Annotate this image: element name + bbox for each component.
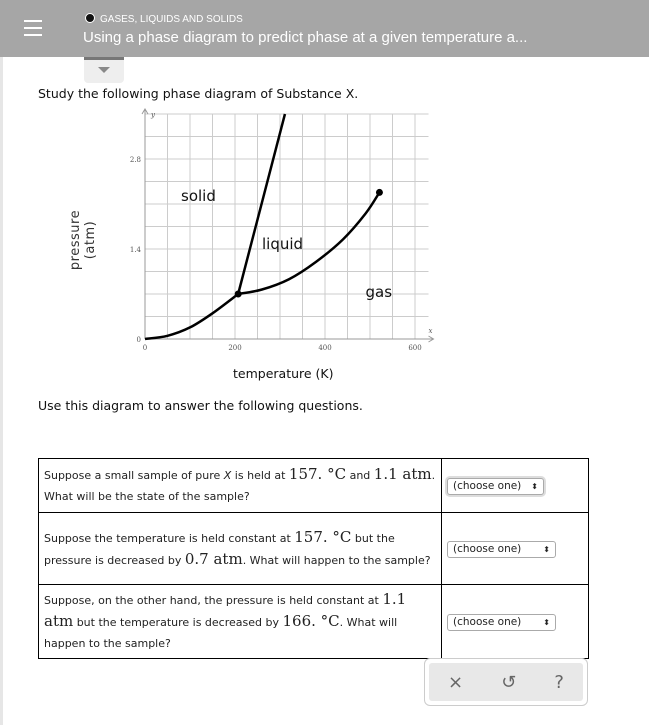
answer-select-3[interactable]: (choose one) ⬍ [447,614,556,631]
x-tick-label: 200 [228,344,242,352]
triple-point [235,291,242,298]
x-tick-label: 400 [318,344,332,352]
critical-point [376,189,383,196]
y-tick-label: 1.4 [129,246,141,254]
region-label-solid: solid [181,186,216,205]
question-1: Suppose a small sample of pure X is held at 157. °C and 1.1 atm. What will be the state of the sample? [39,459,442,513]
x-tick-label: 600 [408,344,422,352]
x-axis-label: temperature (K) [233,366,334,381]
table-row [39,585,589,659]
topic-text: GASES, LIQUIDS AND SOLIDS [100,14,243,25]
y-tick-label: 2.8 [129,156,141,164]
followup-text: Use this diagram to answer the following questions. [38,398,363,413]
table-row [39,513,589,585]
table-row [39,459,589,513]
page-title: Using a phase diagram to predict phase at a given temperature a... [83,29,528,46]
question-3: Suppose, on the other hand, the pressure is held constant at 1.1 atm but the temperature is decreased by 166. °C. What will happen to the sample? [39,585,442,659]
x-tick-label: 0 [142,344,148,352]
y-axis-name: y [151,111,155,119]
intro-text: Study the following phase diagram of Substance X. [38,86,359,101]
action-panel [424,658,588,706]
answer-select-1[interactable]: (choose one) ⬍ [447,478,544,495]
y-tick-label: 0 [136,336,141,344]
clear-button[interactable]: × [448,671,464,693]
undo-button[interactable]: ↺ [501,671,517,693]
answer-select-2[interactable]: (choose one) ⬍ [447,541,556,558]
help-button[interactable]: ? [554,671,564,693]
updown-icon: ⬍ [531,482,538,491]
question-2: Suppose the temperature is held constant at 157. °C but the pressure is decreased by 0.7 atm. What will happen to the sample? [39,513,442,585]
updown-icon: ⬍ [543,545,550,554]
updown-icon: ⬍ [543,618,550,627]
x-axis-name: x [428,327,433,335]
region-label-liquid: liquid [262,235,304,253]
questions-table [38,458,589,659]
y-axis-label: pressure (atm) [68,209,98,271]
region-label-gas: gas [365,283,393,302]
